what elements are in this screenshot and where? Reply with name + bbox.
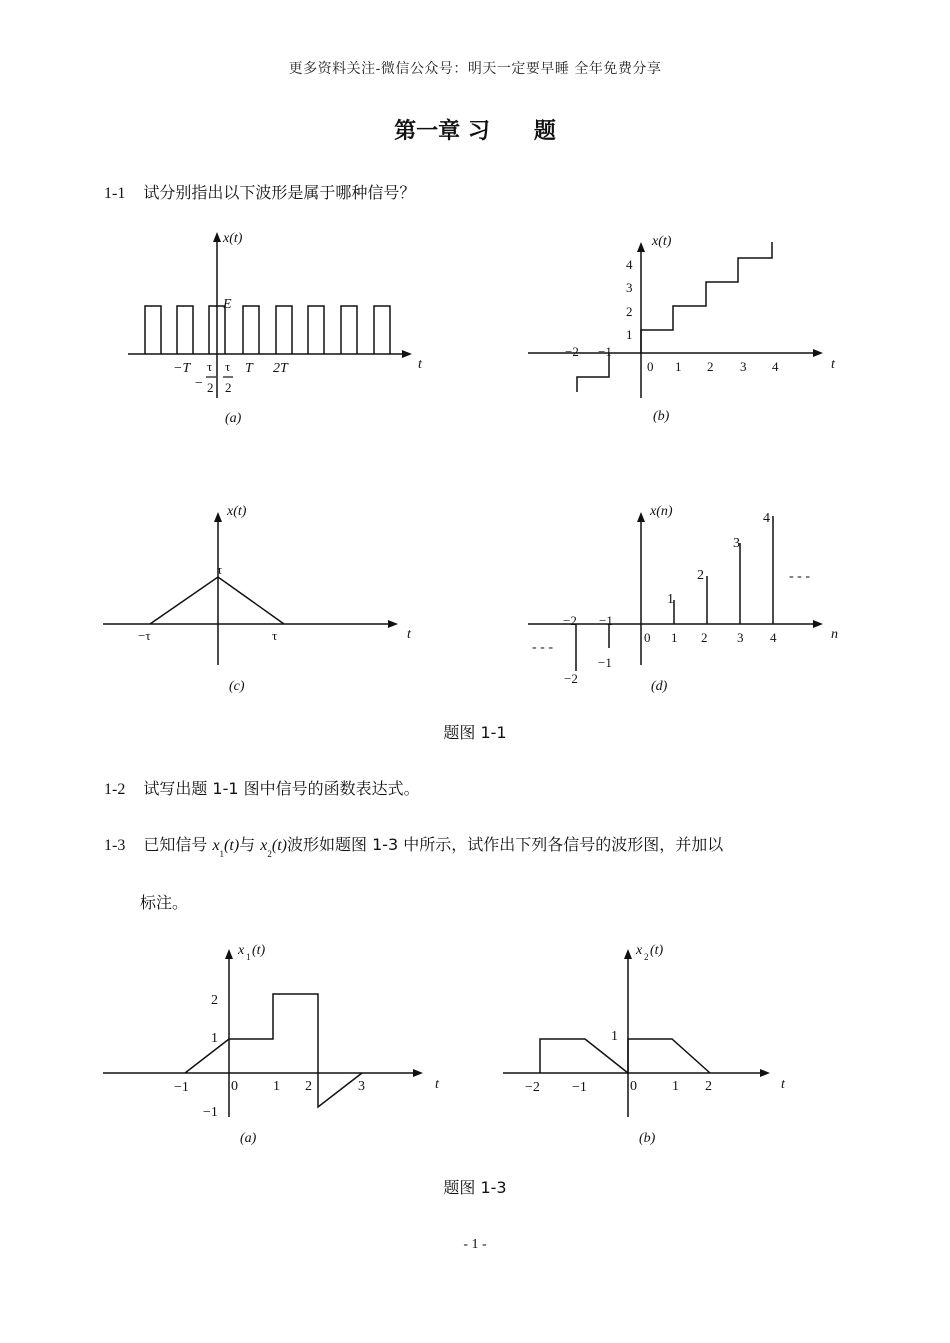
- stem-label: 3: [733, 536, 740, 551]
- tick-label: 2: [207, 380, 214, 395]
- x-tick-label: −1: [598, 344, 612, 359]
- question-1-1: [104, 180, 415, 203]
- question-1-2: [104, 776, 420, 799]
- question-text: 试分别指出以下波形是属于哪种信号？: [143, 183, 416, 202]
- figure-1-1a: [128, 231, 423, 426]
- header-note: 更多资料关注-微信公众号：明天一定要早睡 全年免费分享: [288, 61, 662, 77]
- panel-label: (a): [240, 1131, 257, 1146]
- x-tick-label: 1: [273, 1079, 280, 1094]
- x-tick-label: 0: [647, 359, 654, 374]
- x-tick-label: −2: [563, 613, 577, 628]
- amplitude-label: E: [223, 297, 232, 312]
- y-axis-label: x(n): [650, 504, 673, 519]
- y-axis-label-arg: (t): [252, 943, 266, 958]
- x-axis-arrow: [813, 620, 823, 628]
- x-axis-arrow: [413, 1069, 423, 1077]
- question-text: 试写出题 1-1 图中信号的函数表达式。: [143, 779, 420, 798]
- figure-1-3: [0, 935, 950, 1160]
- stem-label: 1: [667, 592, 674, 607]
- question-number: 1-2: [104, 781, 126, 798]
- question-text-post: 波形如题图 1-3 中所示，试作出下列各信号的波形图，并加以: [286, 835, 724, 854]
- y-tick-label: 4: [626, 257, 633, 272]
- x-tick-label: 4: [772, 359, 779, 374]
- tick-label: τ: [207, 359, 213, 374]
- x-axis-label: t: [831, 357, 835, 372]
- y-axis-arrow: [213, 232, 221, 242]
- figure-1-1d: [528, 504, 838, 694]
- y-axis-arrow: [624, 949, 632, 959]
- x-axis-arrow: [813, 349, 823, 357]
- figure-1-1b: [528, 234, 836, 424]
- panel-label: (b): [639, 1131, 656, 1146]
- panel-label: (a): [225, 411, 242, 426]
- continuation-dashes: - - -: [789, 569, 810, 584]
- x-tick-label: 2: [707, 359, 714, 374]
- x-axis-arrow: [402, 350, 412, 358]
- chapter-title: 第一章 习 题: [394, 119, 556, 144]
- x-tick-label: 4: [770, 630, 777, 645]
- y-axis-label: x(t): [652, 234, 672, 249]
- pulse-train: [145, 306, 390, 354]
- x-axis-label: n: [831, 627, 838, 642]
- x-tick-label: 2: [701, 630, 708, 645]
- figure-caption: 题图 1-3: [443, 1178, 507, 1197]
- x-tick-label: 1: [675, 359, 682, 374]
- x-axis-label: t: [781, 1077, 785, 1092]
- y-tick-label: 3: [626, 280, 633, 295]
- y-tick-label: 1: [611, 1029, 618, 1044]
- x-tick-label: 2: [705, 1079, 712, 1094]
- x2-waveform-right: [628, 1039, 710, 1073]
- page-number: - 1 -: [463, 1237, 487, 1252]
- x-tick-label: −1: [599, 613, 613, 628]
- y-tick-label: 2: [211, 993, 218, 1008]
- figure-caption: 题图 1-1: [443, 723, 507, 742]
- x-tick-label: −2: [525, 1080, 540, 1095]
- question-1-3: [104, 832, 723, 859]
- question-number: 1-3: [104, 837, 126, 854]
- question-text-mid: 与: [239, 835, 256, 854]
- x-tick-label: 1: [671, 630, 678, 645]
- panel-label: (b): [653, 409, 670, 424]
- tick-label: −T: [173, 361, 191, 376]
- x-axis-label: t: [418, 357, 422, 372]
- question-number: 1-1: [104, 185, 126, 202]
- stem-label: −1: [598, 655, 612, 670]
- x-tick-label: 2: [305, 1079, 312, 1094]
- figure-1-1c: [103, 504, 412, 694]
- signal-x1: $x_1(t)$: [212, 837, 240, 859]
- x2-waveform-left: [540, 1039, 628, 1073]
- tick-label: τ: [225, 359, 231, 374]
- y-axis-arrow: [637, 512, 645, 522]
- x-axis-label: t: [407, 627, 411, 642]
- stems: [576, 516, 773, 671]
- y-axis-label-arg: (t): [650, 943, 664, 958]
- y-axis-label: x(t): [227, 504, 247, 519]
- y-tick-label: 1: [626, 327, 633, 342]
- stem-label: 2: [697, 568, 704, 583]
- x-tick-label: 0: [644, 630, 651, 645]
- x-axis-label: t: [435, 1077, 439, 1092]
- tick-label: 2T: [273, 361, 288, 376]
- continuation-dashes: - - -: [532, 640, 553, 655]
- question-text-pre: 已知信号: [143, 835, 208, 854]
- x-tick-label: 0: [231, 1079, 238, 1094]
- y-tick-label: −1: [203, 1105, 218, 1120]
- x-axis-arrow: [760, 1069, 770, 1077]
- x-tick-label: 0: [630, 1079, 637, 1094]
- staircase-positive: [641, 242, 772, 353]
- tick-label: −: [195, 376, 203, 391]
- figure-1-3b: [503, 943, 786, 1146]
- y-tick-label: 2: [626, 304, 633, 319]
- stem-label: −2: [564, 671, 578, 686]
- y-axis-label: x: [636, 943, 643, 958]
- peak-label: τ: [217, 562, 223, 577]
- stem-label: 4: [763, 511, 770, 526]
- x-tick-label: 3: [740, 359, 747, 374]
- y-axis-label-subscript: 1: [246, 952, 251, 962]
- x-tick-label: −2: [565, 344, 579, 359]
- y-axis-label-subscript: 2: [644, 952, 649, 962]
- x-tick-label: 1: [672, 1079, 679, 1094]
- x-tick-label: −1: [174, 1080, 189, 1095]
- x-tick-label: τ: [272, 628, 278, 643]
- figure-1-1: [0, 220, 950, 700]
- tick-label: T: [245, 361, 253, 376]
- y-axis-label: x: [238, 943, 245, 958]
- figure-1-3a: [103, 943, 440, 1146]
- y-axis-arrow: [225, 949, 233, 959]
- panel-label: (c): [229, 679, 245, 694]
- y-tick-label: 1: [211, 1031, 218, 1046]
- triangle-waveform: [150, 577, 284, 624]
- x-tick-label: 3: [358, 1079, 365, 1094]
- x-tick-label: −1: [572, 1080, 587, 1095]
- panel-label: (d): [651, 679, 668, 694]
- tick-label: 2: [225, 380, 232, 395]
- y-axis-label: x(t): [223, 231, 243, 246]
- y-axis-arrow: [637, 242, 645, 252]
- y-axis-arrow: [214, 512, 222, 522]
- signal-x2: $x_2(t)$: [260, 837, 287, 859]
- question-1-3-continuation: 标注。: [140, 893, 189, 912]
- x-tick-label: 3: [737, 630, 744, 645]
- x-tick-label: −τ: [138, 628, 151, 643]
- x-axis-arrow: [388, 620, 398, 628]
